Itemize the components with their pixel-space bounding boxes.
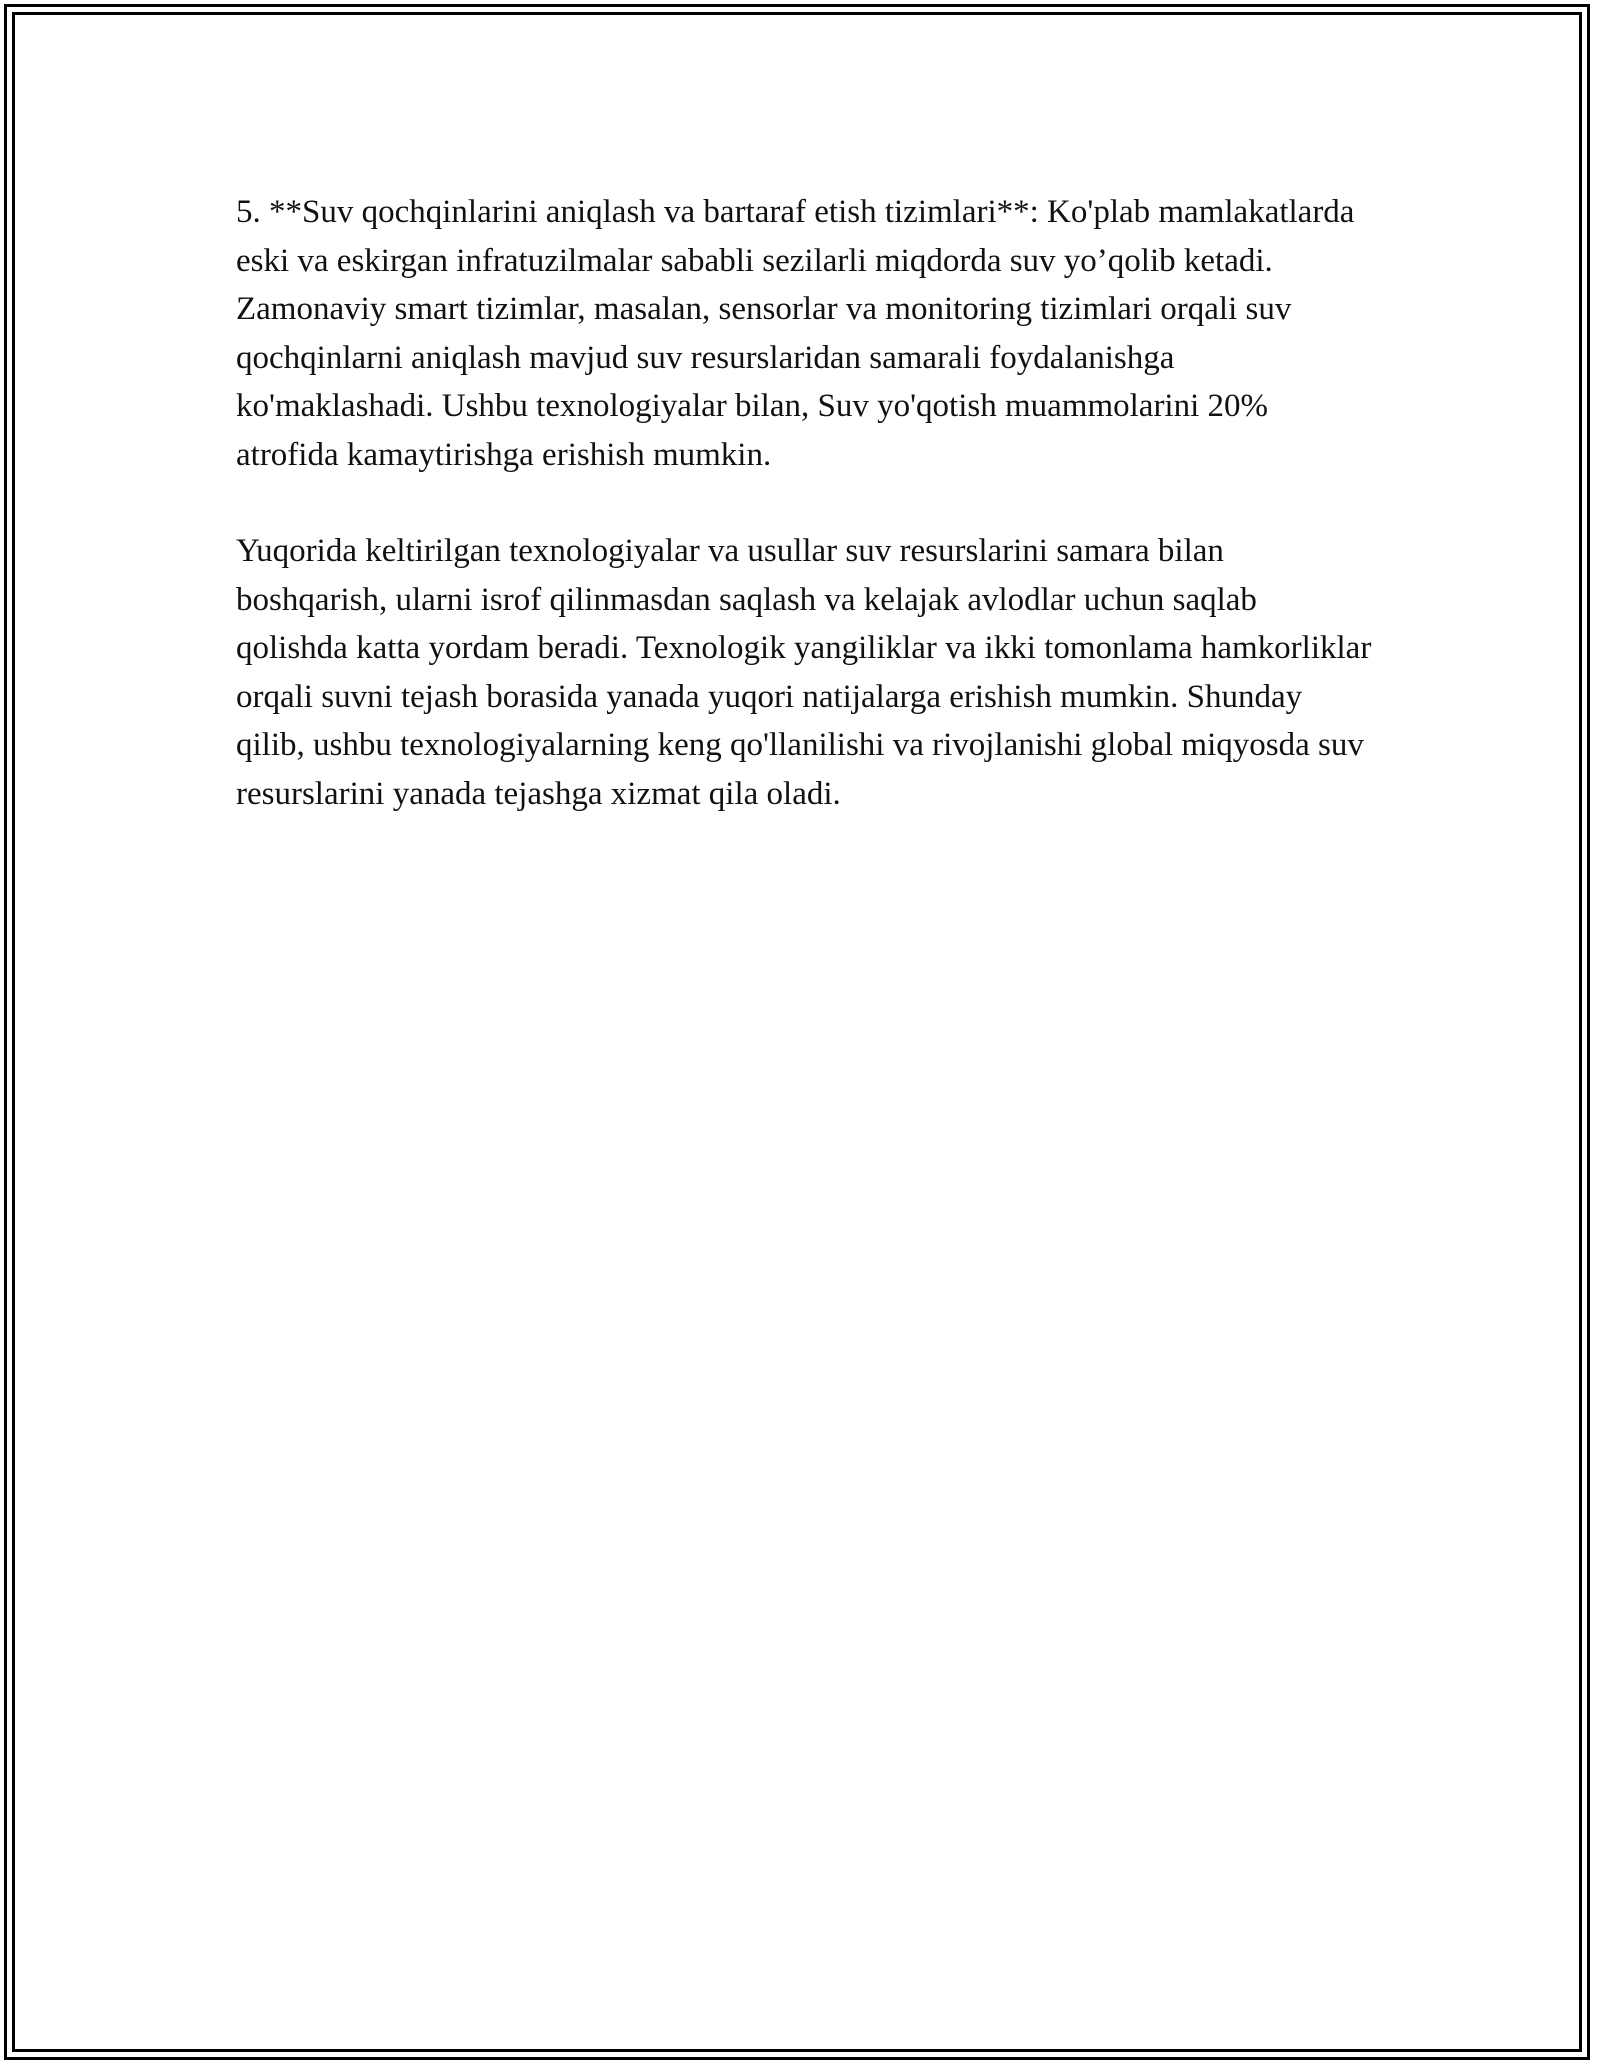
paragraph-conclusion: Yuqorida keltirilgan texnologiyalar va usullar suv resurslarini samara bilan boshqarish, ularni isrof qilinmasdan saqlash va kelajak avlodlar uchun saqlab qolishda katta yordam beradi. Texnologik yangiliklar va ikki tomonlama hamkorliklar orqali suvni tejash borasida yanada yuqori natijalarga erishish mumkin. Shunday qilib, ushbu texnologiyalarning keng qo'llanilishi va rivojlanishi global miqyosda suv resurslarini yanada tejashga xizmat qila oladi. [236, 533, 1372, 812]
document-body [236, 188, 1376, 866]
paragraph-leak-detection: 5. **Suv qochqinlarini aniqlash va bartaraf etish tizimlari**: Ko'plab mamlakatlarda eski va eskirgan infratuzilmalar sababli sezilarli miqdorda suv yo’qolib ketadi. Zamonaviy smart tizimlar, masalan, sensorlar va monitoring tizimlari orqali suv qochqinlarni aniqlash mavjud suv resurslaridan samarali foydalanishga ko'maklashadi. Ushbu texnologiyalar bilan, Suv yo'qotish muammolarini 20% atrofida kamaytirishga erishish mumkin. [236, 194, 1355, 473]
